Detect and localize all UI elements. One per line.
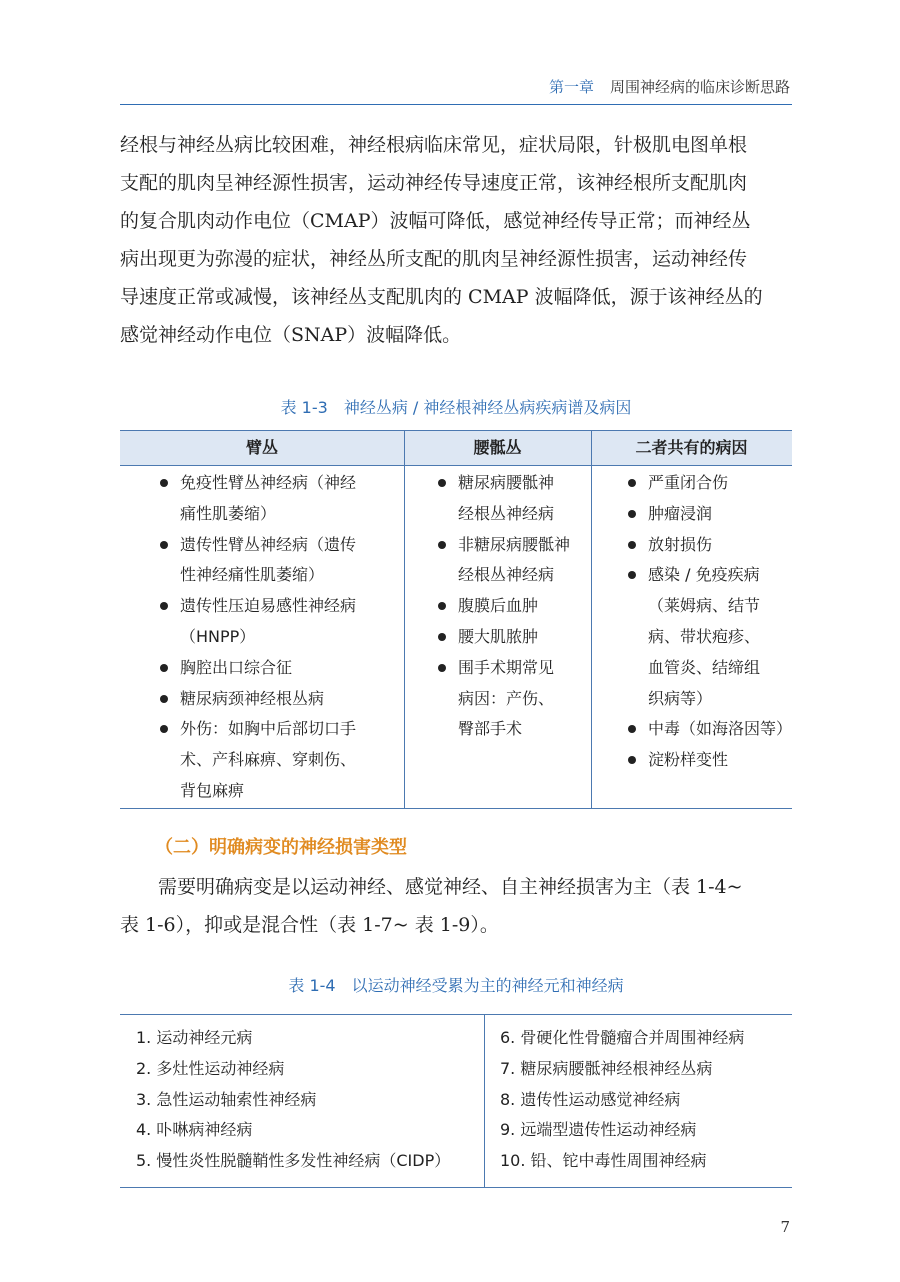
body-paragraph-2 (120, 868, 792, 944)
list-item-text: （HNPP） (180, 626, 256, 646)
list-item: 6. 骨硬化性骨髓瘤合并周围神经病 (500, 1028, 745, 1047)
list-item-text: 病、带状疱疹、 (648, 626, 761, 646)
page-number: 7 (780, 1218, 790, 1236)
paragraph-line: 表 1-6），抑或是混合性（表 1-7~ 表 1-9）。 (120, 914, 499, 936)
list-item (436, 468, 586, 530)
chapter-label: 第一章 (548, 78, 594, 96)
brachial-plexus-list (158, 468, 398, 807)
list-item-text: 经根丛神经病 (458, 565, 555, 585)
list-item-text: 遗传性臂丛神经病（遗传 (180, 534, 357, 554)
list-item: 4. 卟啉病神经病 (136, 1120, 253, 1140)
paragraph-line: 经根与神经丛病比较困难，神经根病临床常见，症状局限，针极肌电图单根 (120, 134, 748, 156)
list-item-text: 背包麻痹 (180, 780, 245, 800)
chapter-title: 周围神经病的临床诊断思路 (609, 78, 790, 96)
list-item-text: 经根丛神经病 (458, 503, 555, 523)
list-item-text: 性神经痛性肌萎缩） (180, 565, 325, 585)
list-item-text: 外伤：如胸中后部切口手 (180, 719, 357, 739)
list-item (436, 653, 586, 745)
list-item-text: 糖尿病颈神经根丛病 (180, 688, 325, 708)
paragraph-line: 感觉神经动作电位（SNAP）波幅降低。 (120, 324, 462, 346)
column-divider (591, 430, 592, 808)
list-item: 2. 多灶性运动神经病 (136, 1058, 285, 1078)
column-divider (484, 1015, 485, 1187)
list-item (626, 499, 791, 530)
list-item (626, 468, 791, 499)
list-item (158, 530, 398, 592)
paragraph-line: 导速度正常或减慢，该神经丛支配肌肉的 CMAP 波幅降低，源于该神经丛的 (120, 286, 763, 308)
list-item (436, 591, 586, 622)
list-item-text: 痛性肌萎缩） (180, 503, 277, 523)
list-item (626, 745, 791, 776)
table-1-4-caption: 表 1-4 以运动神经受累为主的神经元和神经病 (288, 976, 624, 995)
paragraph-line: 支配的肌肉呈神经源性损害，运动神经传导速度正常，该神经根所支配肌肉 (120, 172, 748, 194)
list-item (626, 560, 791, 714)
list-item-text: （莱姆病、结节 (648, 596, 761, 616)
list-item (158, 468, 398, 530)
list-item-text: 免疫性臂丛神经病（神经 (180, 473, 357, 492)
list-item (158, 653, 398, 684)
list-item-text: 病因：产伤、 (458, 688, 555, 708)
paragraph-line: 的复合肌肉动作电位（CMAP）波幅可降低，感觉神经传导正常；而神经丛 (120, 210, 751, 232)
list-item-text: 胸腔出口综合征 (180, 657, 293, 677)
column-divider (404, 430, 405, 808)
list-item-text: 血管炎、结缔组 (648, 657, 761, 677)
table-1-4 (120, 1014, 792, 1188)
list-item (436, 530, 586, 592)
list-item-text: 术、产科麻痹、穿刺伤、 (180, 750, 357, 770)
paragraph-line: 病出现更为弥漫的症状，神经丛所支配的肌肉呈神经源性损害，运动神经传 (120, 248, 748, 270)
list-item-text: 织病等） (648, 688, 713, 708)
table-1-3-caption: 表 1-3 神经丛病 / 神经根神经丛病疾病谱及病因 (280, 398, 632, 417)
table-1-4-right-list (500, 1023, 744, 1177)
list-item: 3. 急性运动轴索性神经病 (136, 1089, 317, 1109)
header-brachial-plexus: 臂丛 (245, 438, 278, 457)
list-item-text: 非糖尿病腰骶神 (458, 534, 571, 554)
table-1-4-left-list (136, 1023, 450, 1177)
list-item: 9. 远端型遗传性运动神经病 (500, 1120, 697, 1140)
list-item-text: 腰大肌脓肿 (458, 626, 539, 646)
list-item: 1. 运动神经元病 (136, 1028, 253, 1047)
list-item-text: 严重闭合伤 (648, 473, 729, 492)
list-item-text: 围手术期常见 (458, 657, 555, 677)
body-paragraph-1 (120, 126, 792, 354)
list-item (158, 684, 398, 715)
list-item-text: 中毒（如海洛因等） (648, 719, 793, 739)
table-header-row (120, 430, 792, 466)
list-item (626, 530, 791, 561)
lumbosacral-plexus-list (436, 468, 586, 745)
section-heading: （二）明确病变的神经损害类型 (155, 837, 407, 858)
header-shared-causes: 二者共有的病因 (635, 438, 748, 457)
list-item-text: 臀部手术 (458, 719, 523, 739)
list-item (158, 591, 398, 653)
list-item-text: 遗传性压迫易感性神经病 (180, 596, 357, 616)
header-rule (120, 104, 792, 105)
header-lumbosacral-plexus: 腰骶丛 (473, 438, 522, 457)
list-item-text: 放射损伤 (648, 534, 713, 554)
list-item: 7. 糖尿病腰骶神经根神经丛病 (500, 1058, 713, 1078)
shared-causes-list (626, 468, 791, 776)
list-item-text: 肿瘤浸润 (648, 503, 713, 523)
list-item-text: 腹膜后血肿 (458, 596, 539, 616)
list-item (158, 714, 398, 806)
list-item: 5. 慢性炎性脱髓鞘性多发性神经病（CIDP） (136, 1151, 451, 1171)
running-header (549, 76, 790, 97)
table-1-3 (120, 430, 792, 809)
list-item: 8. 遗传性运动感觉神经病 (500, 1089, 681, 1109)
list-item-text: 感染 / 免疫疾病 (648, 565, 760, 585)
list-item (436, 622, 586, 653)
list-item: 10. 铅、铊中毒性周围神经病 (500, 1151, 707, 1171)
paragraph-line: 需要明确病变是以运动神经、感觉神经、自主神经损害为主（表 1-4~ (158, 876, 743, 898)
list-item-text: 淀粉样变性 (648, 750, 729, 770)
list-item (626, 714, 791, 745)
list-item-text: 糖尿病腰骶神 (458, 473, 555, 492)
